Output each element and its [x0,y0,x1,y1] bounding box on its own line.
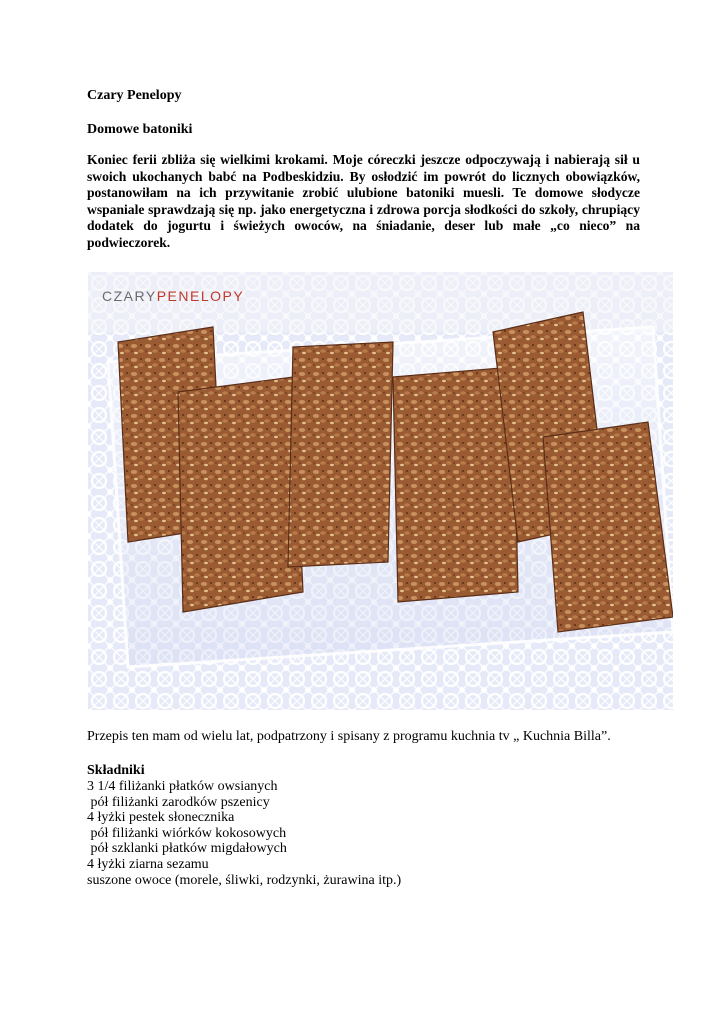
intro-paragraph: Koniec ferii zbliża się wielkimi krokami. Moje córeczki jeszcze odpoczywają i nabierają sił u swoich ukochanych babć na Podbeskidziu. By osłodzić im powrót do licznych obowiązków, postanowiłam na ich przywitanie zrobić ulubione batoniki muesli. Te domowe słodycze wspaniale sprawdzają się np. jako energetyczna i zdrowa porcja słodkości do szkoły, chrupiący dodatek do jogurtu i świeżych owoców, na śniadanie, deser lub małe „co nieco” na podwieczorek. [87,152,640,250]
granola-bars-photo [88,272,673,710]
ingredient-item: 3 1/4 filiżanki płatków owsianych [87,779,278,794]
watermark-part1: CZARY [102,288,157,304]
ingredient-item: pół filiżanki wiórków kokosowych [87,825,287,841]
recipe-source-line: Przepis ten mam od wielu lat, podpatrzony i spisany z programu kuchnia tv „ Kuchnia Billa”. [87,729,611,744]
ingredients-list [87,779,401,888]
ingredient-item: pół filiżanki zarodków pszenicy [87,794,270,810]
ingredients-heading: Składniki [87,763,145,778]
post-title: Domowe batoniki [87,122,193,137]
ingredient-item: 4 łyżki ziarna sezamu [87,856,209,872]
ingredient-item: pół szklanki płatków migdałowych [87,841,287,857]
blog-name: Czary Penelopy [87,88,182,103]
ingredient-item: 4 łyżki pestek słonecznika [87,810,235,826]
ingredient-item: suszone owoce (morele, śliwki, rodzynki, żurawina itp.) [87,872,402,888]
watermark-part2: PENELOPY [156,288,245,304]
photo-watermark [102,288,244,304]
